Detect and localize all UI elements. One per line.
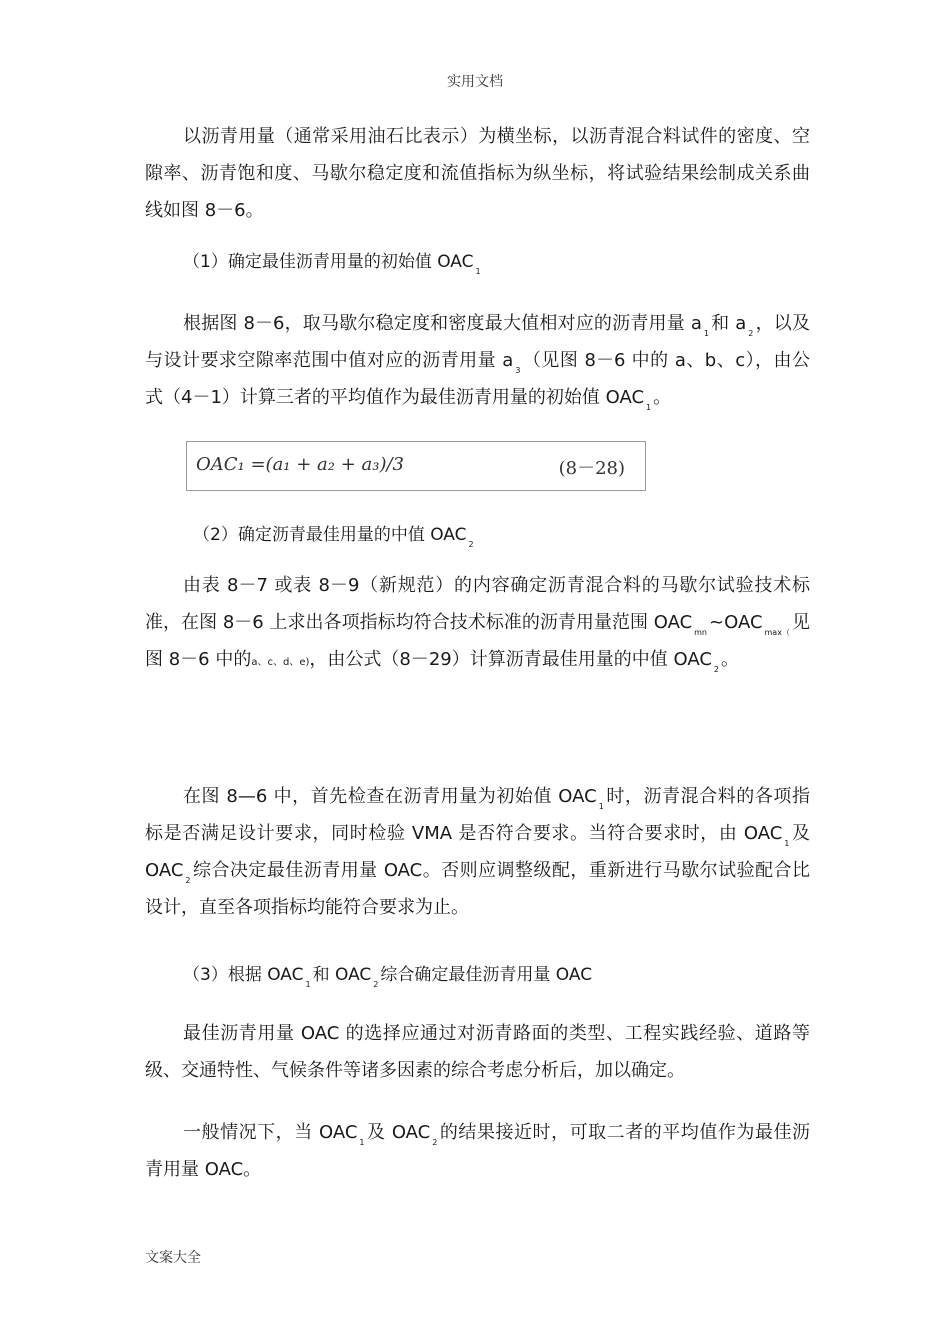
- heading-step-1: [183, 250, 848, 274]
- paragraph-general-case: 一般情况下，当 OAC $_1$ 及 OAC $_2$ 的结果接近时，可取二者的平均值作为最佳沥青用量 OAC。: [145, 1122, 811, 1180]
- paragraph-selection: 最佳沥青用量 OAC 的选择应通过对沥青路面的类型、工程实践经验、道路等级、交通特性、气候条件等诸多因素的综合考虑分析后，加以确定。: [145, 1023, 810, 1081]
- paragraph-initial-value: 根据图 8－6，取马歇尔稳定度和密度最大值相对应的沥青用量 a $_1$ 和 a $_2$ ，以及与设计要求空隙率范围中值对应的沥青用量 a $_3$ （见图 8－6 中的 a、b、c），由公式（4－1）计算三者的平均值作为最佳沥青用量的初始值 OAC $_1$ 。: [145, 313, 811, 412]
- page-footer: 文案大全: [145, 1250, 201, 1266]
- heading-step-3: （3）根据 OAC $_1$ 和 OAC $_2$ 综合确定最佳沥青用量 OAC: [183, 965, 593, 989]
- page-header: 实用文档: [447, 74, 503, 90]
- formula-box: [186, 441, 646, 491]
- paragraph-median-value: 由表 8－7 或表 8－9（新规范）的内容确定沥青混合料的马歇尔试验技术标准，在图 8－6 上求出各项指标均符合技术标准的沥青用量范围 OAC $_{mn}$ ~OAC $_{max(}$ 见图 8－6 中的a、c、d、e)，由公式（8－29）计算沥青最佳用量的中值 OAC $_2$ 。: [145, 575, 810, 674]
- formula-number: (8－28): [558, 458, 625, 479]
- heading-step-1-text: （1）确定最佳沥青用量的初始值 OAC: [183, 252, 474, 272]
- paragraph-check: 在图 8—6 中，首先检查在沥青用量为初始值 OAC $_1$ 时，沥青混合料的各项指标是否满足设计要求，同时检验 VMA 是否符合要求。当符合要求时，由 OAC $_1$ 及 OAC $_2$ 综合决定最佳沥青用量 OAC。否则应调整级配，重新进行马歇尔试验配合比设计，直至各项指标均能符合要求为止。: [145, 786, 811, 918]
- subscript: 1: [475, 267, 481, 276]
- paragraph-intro: 以沥青用量（通常采用油石比表示）为横坐标，以沥青混合料试件的密度、空隙率、沥青饱和度、马歇尔稳定度和流值指标为纵坐标，将试验结果绘制成关系曲线如图 8－6。: [145, 126, 810, 221]
- formula-expression: OAC₁ =(a₁ + a₂ + a₃)/3: [196, 454, 405, 475]
- heading-step-2: （2）确定沥青最佳用量的中值 OAC $_2$: [193, 525, 474, 549]
